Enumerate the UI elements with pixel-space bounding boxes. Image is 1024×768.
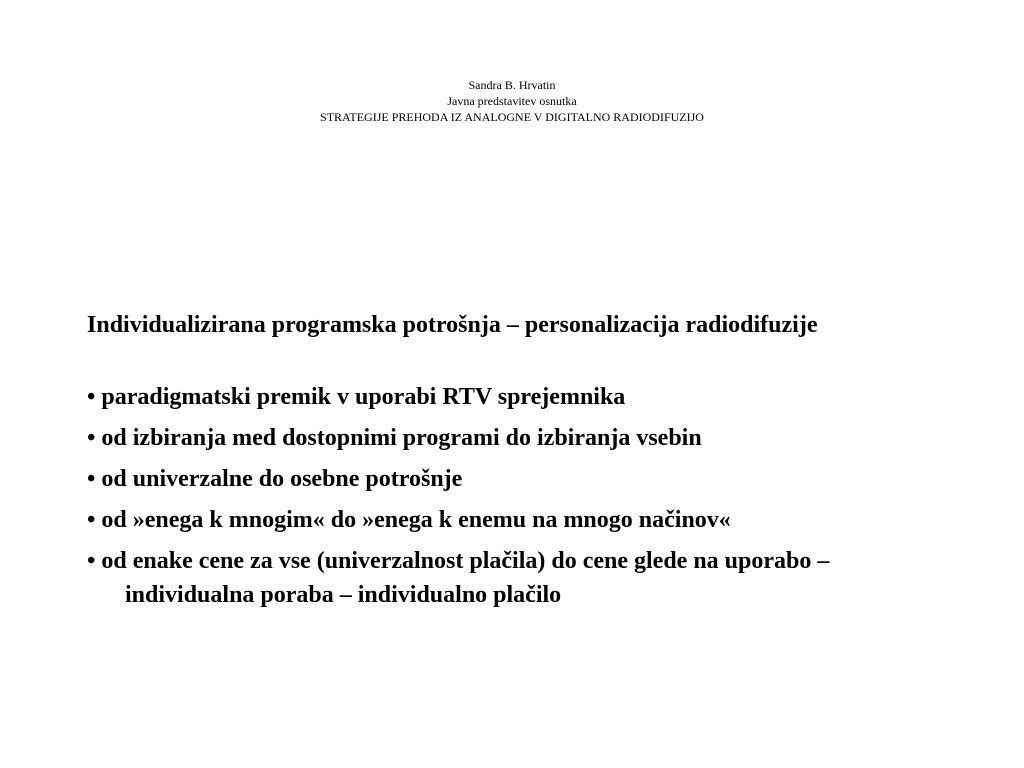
bullet-item: • od univerzalne do osebne potrošnje [87, 466, 463, 492]
header-subtitle: Javna predstavitev osnutka [447, 94, 577, 108]
bullet-item: • od izbiranja med dostopnimi programi do izbiranja vsebin [87, 425, 702, 451]
header-title: STRATEGIJE PREHODA IZ ANALOGNE V DIGITALNO RADIODIFUZIJO [320, 110, 704, 124]
bullet-item: • od »enega k mnogim« do »enega k enemu na mnogo načinov« [87, 507, 731, 533]
bullet-item: • od enake cene za vse (univerzalnost plačila) do cene glede na uporabo – individualna poraba – individualno plačilo [87, 548, 830, 608]
bullet-item: • paradigmatski premik v uporabi RTV sprejemnika [87, 384, 626, 410]
author-name: Sandra B. Hrvatin [468, 78, 556, 92]
slide-header [0, 77, 1024, 125]
body-heading: Individualizirana programska potrošnja – personalizacija radiodifuzije [87, 312, 818, 338]
slide-body [87, 308, 947, 619]
